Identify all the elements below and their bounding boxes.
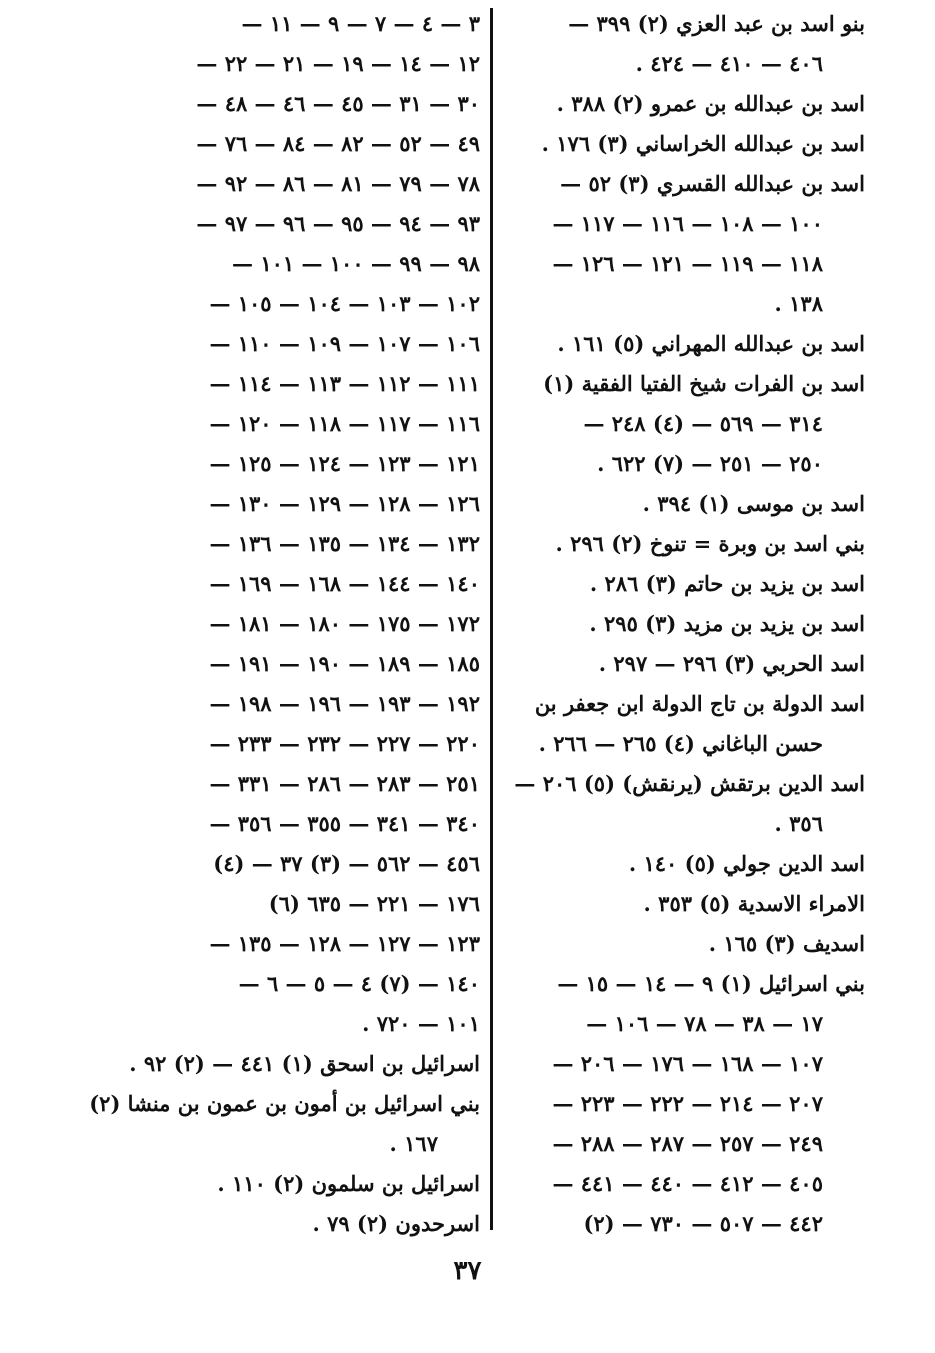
- index-entry-line: ٤٩ — ٥٢ — ٨٢ — ٨٤ — ٧٦ —: [196, 131, 480, 156]
- index-entry-line: اسد بن عبدالله القسري (٣) ٥٢ —: [560, 171, 865, 196]
- index-entry-line: ١١١ — ١١٢ — ١١٣ — ١١٤ —: [209, 371, 480, 396]
- index-entry-line: ٤٠٥ — ٤١٢ — ٤٤٠ — ٤٤١ —: [552, 1171, 823, 1196]
- index-entry-line: ٤٠٦ — ٤١٠ — ٤٢٤ .: [635, 51, 823, 76]
- index-entry-line: ٩٣ — ٩٤ — ٩٥ — ٩٦ — ٩٧ —: [196, 211, 480, 236]
- index-entry-line: ١٢٣ — ١٢٧ — ١٢٨ — ١٣٥ —: [209, 931, 480, 956]
- index-entry-line: ٤٥٦ — ٥٦٢ — (٣) ٣٧ — (٤): [213, 851, 480, 876]
- index-entry-line: ١٧٢ — ١٧٥ — ١٨٠ — ١٨١ —: [209, 611, 480, 636]
- index-entry-line: اسد بن يزيد بن حاتم (٣) ٢٨٦ .: [589, 571, 865, 596]
- index-entry-line: ٢٠٧ — ٢١٤ — ٢٢٢ — ٢٢٣ —: [552, 1091, 823, 1116]
- index-entry-line: ١٣٨ .: [774, 291, 823, 316]
- index-entry-line: اسرائيل بن سلمون (٢) ١١٠ .: [217, 1171, 480, 1196]
- column-divider: [490, 8, 493, 1230]
- index-entry-line: ١٤٠ — (٧) ٤ — ٥ — ٦ —: [238, 971, 480, 996]
- index-entry-line: اسد بن عبدالله الخراساني (٣) ١٧٦ .: [541, 131, 865, 156]
- index-entry-line: اسرائيل بن اسحق (١) ٤٤١ — (٢) ٩٢ .: [129, 1051, 480, 1076]
- index-entry-line: ١٠٧ — ١٦٨ — ١٧٦ — ٢٠٦ —: [552, 1051, 823, 1076]
- index-entry-line: حسن الباغاني (٤) ٢٦٥ — ٢٦٦ .: [538, 731, 823, 756]
- index-entry-line: ١٧٦ — ٢٢١ — ٦٣٥ (٦): [268, 891, 480, 916]
- index-entry-line: ٢٤٩ — ٢٥٧ — ٢٨٧ — ٢٨٨ —: [552, 1131, 823, 1156]
- index-entry-line: ١١٨ — ١١٩ — ١٢١ — ١٢٦ —: [552, 251, 823, 276]
- index-entry-line: اسد الدولة بن تاج الدولة ابن جعفر بن: [534, 691, 865, 716]
- page-number: ٣٧: [453, 1256, 482, 1286]
- index-entry-line: ١٤٠ — ١٤٤ — ١٦٨ — ١٦٩ —: [209, 571, 480, 596]
- index-entry-line: ١٢٦ — ١٢٨ — ١٢٩ — ١٣٠ —: [209, 491, 480, 516]
- index-entry-line: ١٣٢ — ١٣٤ — ١٣٥ — ١٣٦ —: [209, 531, 480, 556]
- index-entry-line: ٣٠ — ٣١ — ٤٥ — ٤٦ — ٤٨ —: [196, 91, 480, 116]
- index-entry-line: بنو اسد بن عبد العزي (٢) ٣٩٩ —: [568, 11, 865, 36]
- index-entry-line: اسد الحربي (٣) ٢٩٦ — ٢٩٧ .: [598, 651, 865, 676]
- index-entry-line: ٣٤٠ — ٣٤١ — ٣٥٥ — ٣٥٦ —: [209, 811, 480, 836]
- index-entry-line: ١٠٦ — ١٠٧ — ١٠٩ — ١١٠ —: [209, 331, 480, 356]
- index-entry-line: ٣ — ٤ — ٧ — ٩ — ١١ —: [241, 11, 480, 36]
- index-entry-line: ٢٢٠ — ٢٢٧ — ٢٣٢ — ٢٣٣ —: [209, 731, 480, 756]
- index-entry-line: ١٠٠ — ١٠٨ — ١١٦ — ١١٧ —: [552, 211, 823, 236]
- index-entry-line: اسديف (٣) ١٦٥ .: [708, 931, 865, 956]
- index-entry-line: بني اسد بن وبرة = تنوخ (٢) ٢٩٦ .: [555, 531, 865, 556]
- index-entry-line: ٤٤٢ — ٥٠٧ — ٧٣٠ — (٢): [583, 1211, 823, 1236]
- index-entry-line: ١٠٢ — ١٠٣ — ١٠٤ — ١٠٥ —: [209, 291, 480, 316]
- index-entry-line: ١١٦ — ١١٧ — ١١٨ — ١٢٠ —: [209, 411, 480, 436]
- index-entry-line: ١٠١ — ٧٢٠ .: [362, 1011, 480, 1036]
- index-column-left: [89, 4, 480, 1244]
- index-column-right: [505, 4, 865, 1244]
- index-entry-line: اسد الدين برتقش (يرنقش) (٥) ٢٠٦ —: [514, 771, 865, 796]
- index-entry-line: ١٧ — ٣٨ — ٧٨ — ١٠٦ —: [586, 1011, 823, 1036]
- index-entry-line: ٣١٤ — ٥٦٩ — (٤) ٢٤٨ —: [583, 411, 823, 436]
- index-entry-line: ١٩٢ — ١٩٣ — ١٩٦ — ١٩٨ —: [209, 691, 480, 716]
- index-entry-line: ٩٨ — ٩٩ — ١٠٠ — ١٠١ —: [232, 251, 480, 276]
- index-entry-line: بني اسرائيل (١) ٩ — ١٤ — ١٥ —: [557, 971, 865, 996]
- index-entry-line: ١٢ — ١٤ — ١٩ — ٢١ — ٢٢ —: [196, 51, 480, 76]
- index-entry-line: بني اسرائيل بن أمون بن عمون بن منشا (٢): [89, 1091, 480, 1116]
- index-entry-line: ١٨٥ — ١٨٩ — ١٩٠ — ١٩١ —: [209, 651, 480, 676]
- index-entry-line: ٢٥٠ — ٢٥١ — (٧) ٦٢٢ .: [597, 451, 823, 476]
- index-entry-line: اسرحدون (٢) ٧٩ .: [312, 1211, 480, 1236]
- index-entry-line: ٧٨ — ٧٩ — ٨١ — ٨٦ — ٩٢ —: [196, 171, 480, 196]
- index-entry-line: اسد بن يزيد بن مزيد (٣) ٢٩٥ .: [589, 611, 865, 636]
- index-entry-line: اسد بن عبدالله بن عمرو (٢) ٣٨٨ .: [556, 91, 865, 116]
- index-entry-line: اسد بن موسى (١) ٣٩٤ .: [642, 491, 865, 516]
- index-entry-line: اسد الدين جولي (٥) ١٤٠ .: [628, 851, 865, 876]
- index-entry-line: اسد بن الفرات شيخ الفتيا الفقية (١): [543, 371, 865, 396]
- index-entry-line: ٢٥١ — ٢٨٣ — ٢٨٦ — ٣٣١ —: [209, 771, 480, 796]
- index-entry-line: ١٢١ — ١٢٣ — ١٢٤ — ١٢٥ —: [209, 451, 480, 476]
- index-entry-line: ١٦٧ .: [389, 1131, 438, 1156]
- index-entry-line: ٣٥٦ .: [774, 811, 823, 836]
- index-entry-line: اسد بن عبدالله المهراني (٥) ١٦١ .: [557, 331, 865, 356]
- index-entry-line: الامراء الاسدية (٥) ٣٥٣ .: [643, 891, 865, 916]
